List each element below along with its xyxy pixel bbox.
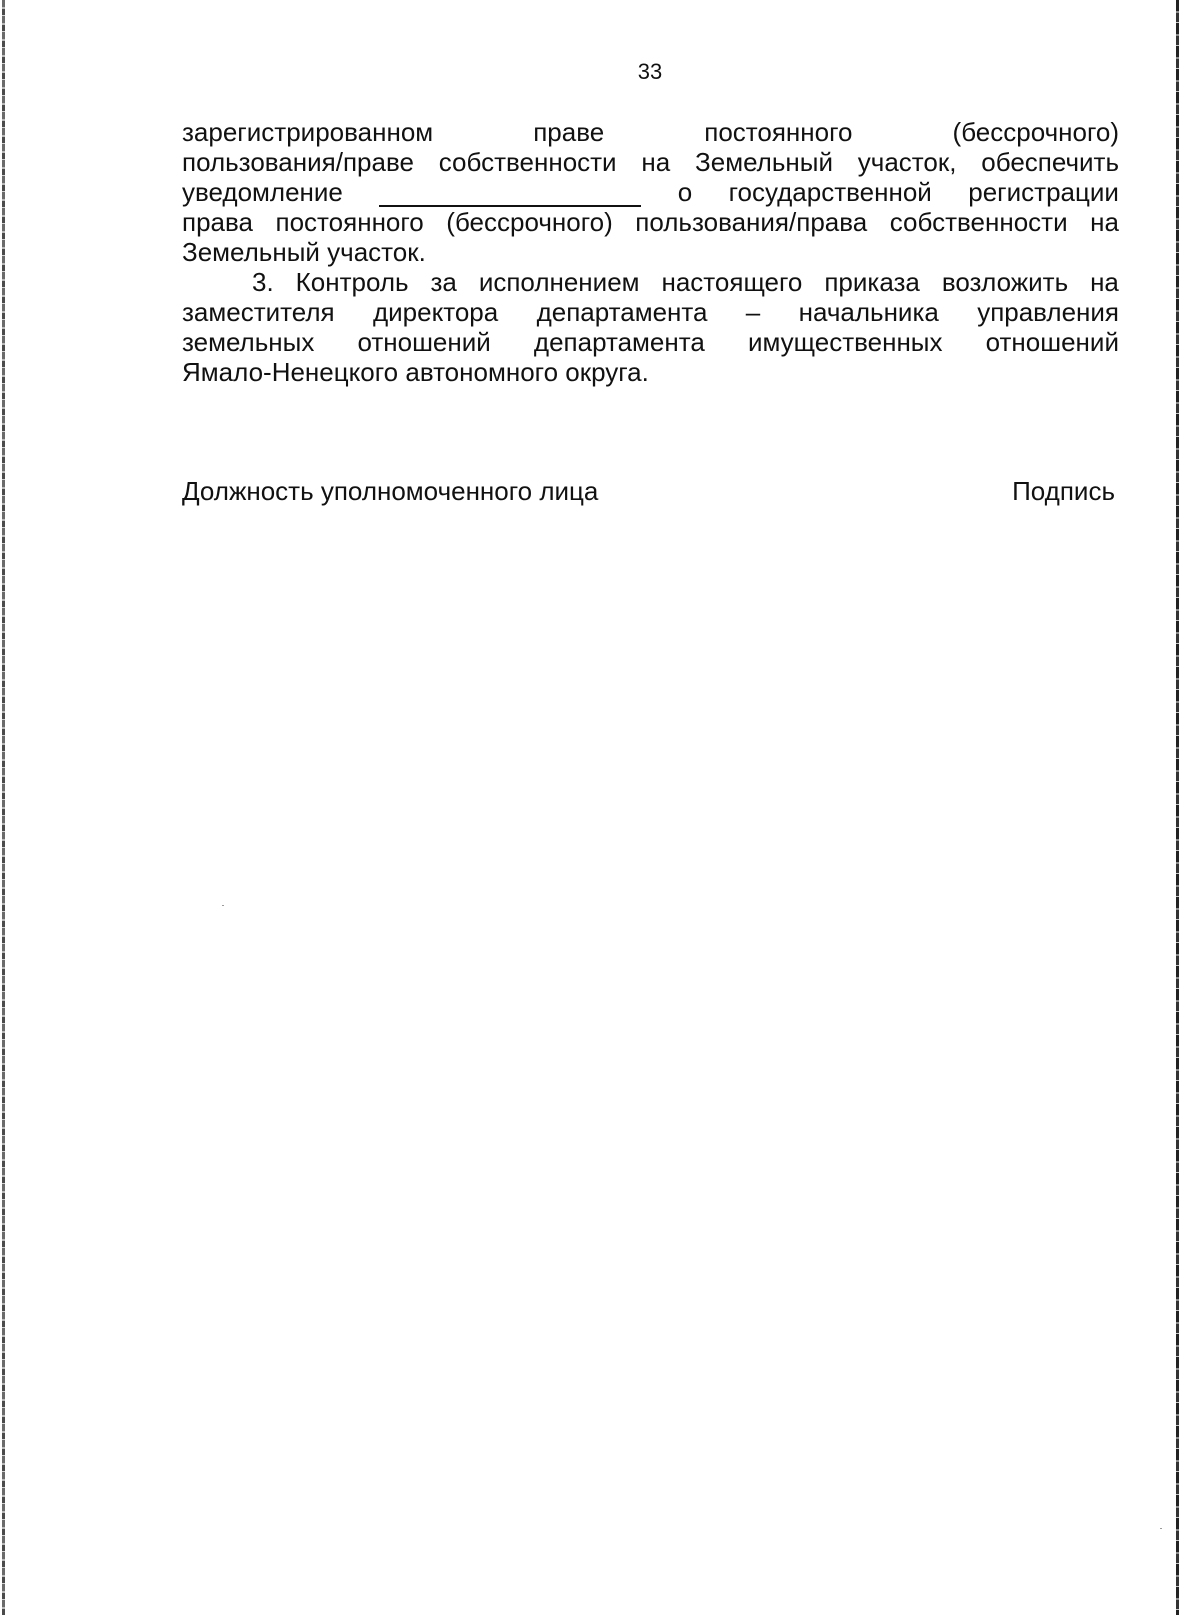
fill-in-blank-line: [379, 181, 641, 207]
word: регистрации: [968, 177, 1119, 207]
word: отношений: [985, 327, 1119, 357]
word: на: [1090, 267, 1119, 297]
paragraph-2-last-line: Ямало-Ненецкого автономного округа.: [182, 357, 649, 387]
word: заместителя: [182, 297, 335, 327]
word: постоянного: [704, 117, 853, 147]
word: собственности: [889, 207, 1068, 237]
paragraph-1-line-1: [182, 117, 1119, 147]
scan-edge-right: [1176, 0, 1179, 1615]
word: Контроль: [295, 267, 409, 297]
word: Земельный: [695, 147, 833, 177]
paragraph-2-line-2: [182, 297, 1119, 327]
word: на: [1090, 207, 1119, 237]
paragraph-1-line-3: [182, 177, 1119, 207]
word: департамента: [536, 297, 708, 327]
word: начальника: [798, 297, 939, 327]
word: праве: [533, 117, 605, 147]
word: собственности: [438, 147, 617, 177]
word: (бессрочного): [952, 117, 1119, 147]
word: 3.: [252, 267, 274, 297]
page-number: 33: [637, 59, 663, 84]
paragraph-2-line-1: [182, 267, 1119, 297]
authorized-person-position-label: Должность уполномоченного лица: [182, 476, 599, 506]
word: имущественных: [747, 327, 943, 357]
word: земельных: [182, 327, 315, 357]
word: участок,: [857, 147, 957, 177]
word: возложить: [941, 267, 1069, 297]
fill-in-blank: [379, 177, 641, 207]
word: обеспечить: [981, 147, 1119, 177]
word: зарегистрированном: [182, 117, 434, 147]
scan-edge-left: [2, 0, 5, 1615]
word: пользования/праве: [182, 147, 414, 177]
signature-block: [182, 476, 1115, 506]
signature-label: Подпись: [1012, 476, 1115, 506]
word: государственной: [728, 177, 932, 207]
word: отношений: [357, 327, 491, 357]
paragraph-1-line-4: [182, 207, 1119, 237]
paragraph-1-last-line: Земельный участок.: [182, 237, 426, 267]
word: на: [641, 147, 671, 177]
word: пользования/права: [635, 207, 868, 237]
word: уведомление: [182, 177, 343, 207]
word: директора: [372, 297, 499, 327]
word: o: [677, 177, 693, 207]
word: приказа: [824, 267, 920, 297]
word: за: [430, 267, 457, 297]
scan-speck: [222, 905, 224, 906]
word: исполнением: [478, 267, 640, 297]
word: управления: [977, 297, 1119, 327]
word: настоящего: [661, 267, 803, 297]
paragraph-1-line-2: [182, 147, 1119, 177]
word: –: [745, 297, 761, 327]
paragraph-2-line-3: [182, 327, 1119, 357]
word: департамента: [533, 327, 705, 357]
word: права: [182, 207, 253, 237]
word: постоянного: [275, 207, 424, 237]
word: (бессрочного): [446, 207, 613, 237]
document-body: [182, 117, 1119, 387]
scan-speck: [1160, 1528, 1162, 1529]
